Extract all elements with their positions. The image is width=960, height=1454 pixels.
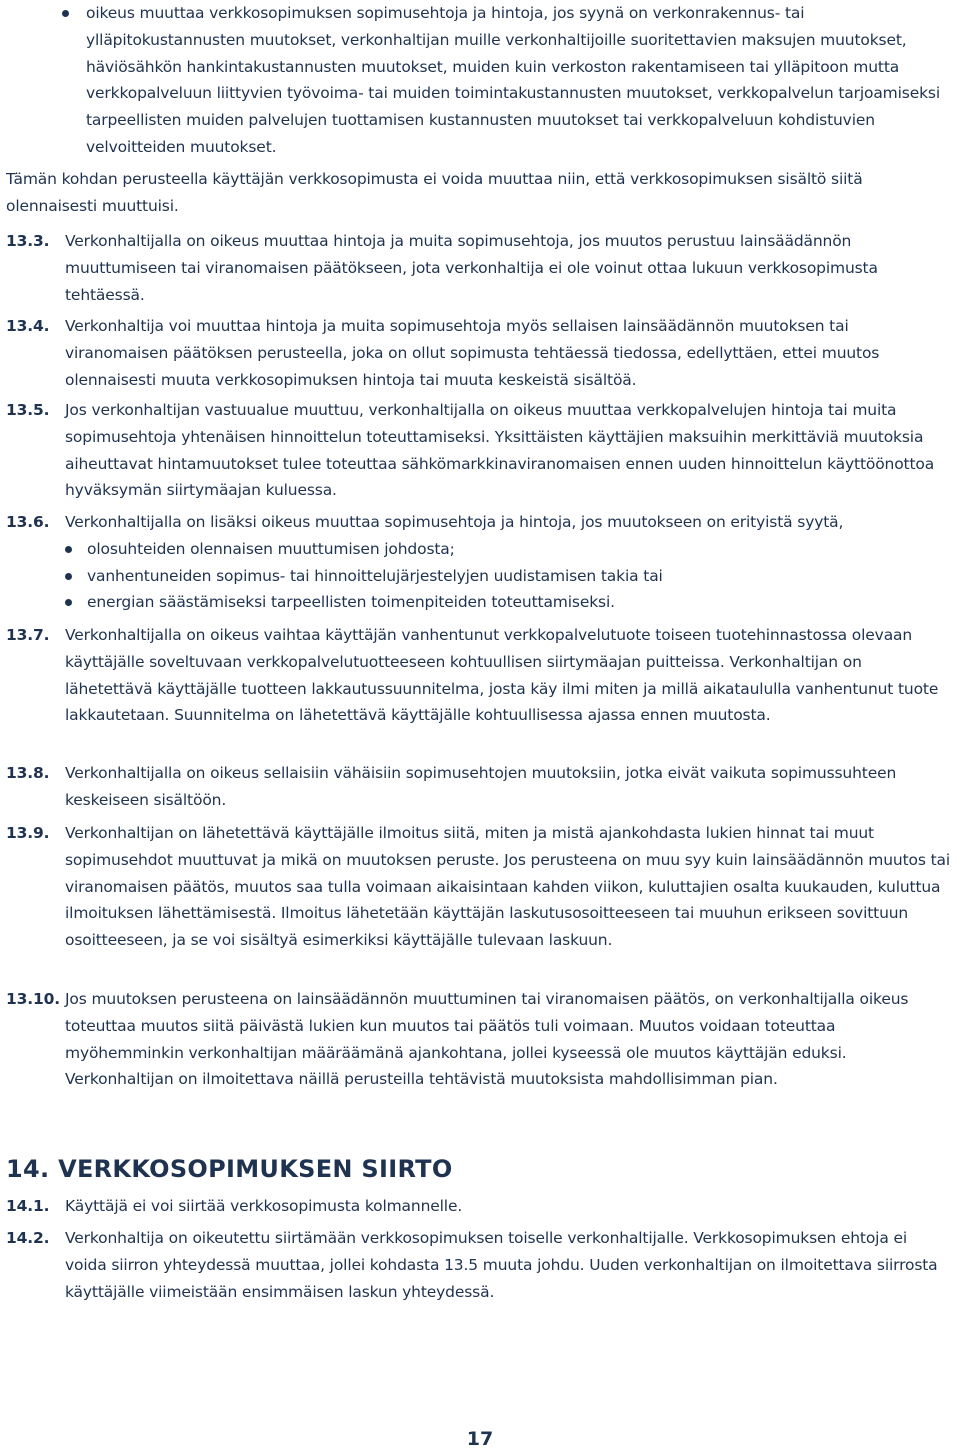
clause-14-2 <box>6 1225 950 1305</box>
clause-text: Verkonhaltijan on lähetettävä käyttäjälle ilmoitus siitä, miten ja mistä ajankohdasta lukien hinnat tai muut sopimusehdot muuttuvat ja mikä on muutoksen peruste. Jos perusteena on muu syy kuin lainsäädännön muutos tai viranomaisen päätös, muutos saa tulla voimaan aikaisintaan kahden viikon, kuluttajien osalta kuukauden, kuluttua ilmoituksen lähettämisestä. Ilmoitus lähetetään käyttäjän laskutusosoitteeseen tai muuhun erikseen sovittuun osoitteeseen, ja se voi sisältyä esimerkiksi käyttäjälle tulevaan laskuun. <box>65 824 951 950</box>
top-bullet-list <box>0 0 950 161</box>
bullet-text: oikeus muuttaa verkkosopimuksen sopimusehtoja ja hintoja, jos syynä on verkonrakennus- tai ylläpitokustannusten muutokset, verkonhaltijan muille verkonhaltijoille suoritettavien maksujen muutokset, häviösähkön hankintakustannusten muutokset, muiden kuin verkoston rakentamiseen tai ylläpitoon mutta verkkopalveluun liittyvien työvoima- tai muiden toimintakustannusten muutokset, verkkopalvelun tarjoamiseksi tarpeellisten muiden palvelujen tuottamisen kustannusten muutokset tai verkkopalveluun kohdistuvien velvoitteiden muutokset. <box>86 4 941 156</box>
clause-number: 13.10. <box>6 990 61 1008</box>
clause-number: 13.3. <box>6 232 50 250</box>
bullet-item <box>0 0 950 161</box>
clause-13-5 <box>6 397 950 504</box>
clause-number: 14.2. <box>6 1229 50 1247</box>
clause-13-9 <box>6 820 950 954</box>
bullet-dot <box>65 599 72 606</box>
clause-text: Verkonhaltijalla on lisäksi oikeus muuttaa sopimusehtoja ja hintoja, jos muutokseen on erityistä syytä, <box>65 513 844 531</box>
clause-text: Verkonhaltijalla on oikeus muuttaa hintoja ja muita sopimusehtoja, jos muutos perustuu lainsäädännön muuttumiseen tai viranomaisen päätökseen, jota verkonhaltija ei ole voinut ottaa lukuun verkkosopimusta tehtäessä. <box>65 232 878 304</box>
clause-number: 13.6. <box>6 513 50 531</box>
page-number: 17 <box>466 1428 494 1450</box>
clause-number: 13.8. <box>6 764 50 782</box>
clause-text: Verkonhaltijalla on oikeus vaihtaa käyttäjän vanhentunut verkkopalvelutuote toiseen tuotehinnastossa olevaan käyttäjälle soveltuvaan verkkopalvelutuotteeseen kohtuullisen siirtymäajan puitteissa. Verkonhaltijan on lähetettävä käyttäjälle tuotteen lakkautussuunnitelma, josta käy ilmi miten ja millä aikataululla vanhentunut tuote lakkautetaan. Suunnitelma on lähetettävä käyttäjälle kohtuullisessa ajassa ennen muutosta. <box>65 626 939 725</box>
clause-13-4 <box>6 313 950 393</box>
clause-14-1 <box>6 1193 950 1220</box>
clause-text: Jos verkonhaltijan vastuualue muuttuu, verkonhaltijalla on oikeus muuttaa verkkopalvelujen hintoja tai muita sopimusehtoja yhtenäisen hinnoittelun toteuttamiseksi. Yksittäisten käyttäjien maksuihin merkittäviä muutoksia aiheuttavat hintamuutokset tulee toteuttaa sähkömarkkinaviranomaisen ennen uuden hinnoittelun käyttöönottoa hyväksymän siirtymäajan kuluessa. <box>65 401 935 500</box>
clause-text: Verkonhaltija voi muuttaa hintoja ja muita sopimusehtoja myös sellaisen lainsäädännön muutoksen tai viranomaisen päätöksen perusteella, joka on ollut sopimusta tehtäessä tiedossa, edellyttäen, ettei muutos olennaisesti muuta verkkosopimuksen hintoja tai muuta keskeistä sisältöä. <box>65 317 880 389</box>
clause-text: Jos muutoksen perusteena on lainsäädännön muuttuminen tai viranomaisen päätös, on verkonhaltijalla oikeus toteuttaa muutos siitä päivästä lukien kun muutos tai päätös tuli voimaan. Muutos voidaan toteuttaa myöhemminkin verkonhaltijan määräämänä ajankohtana, jollei kyseessä ole muutos käyttäjän eduksi. Verkonhaltijan on ilmoitettava näillä perusteilla tehtävistä muutoksista mahdollisimman pian. <box>65 990 909 1089</box>
clause-number: 13.5. <box>6 401 50 419</box>
clause-13-8 <box>6 760 950 814</box>
clause-number: 13.4. <box>6 317 50 335</box>
clause-13-6 <box>6 509 950 616</box>
clause-body <box>65 509 950 616</box>
clause-13-3 <box>6 228 950 308</box>
bullet-item <box>65 589 950 616</box>
bullet-dot <box>65 546 72 553</box>
bullet-item <box>65 536 950 563</box>
clause-number: 14.1. <box>6 1197 50 1215</box>
bullet-dot <box>65 573 72 580</box>
clause-13-10 <box>6 986 950 1093</box>
bullet-text: vanhentuneiden sopimus- tai hinnoittelujärjestelyjen uudistamisen takia tai <box>87 566 663 585</box>
intro-paragraph: Tämän kohdan perusteella käyttäjän verkkosopimusta ei voida muuttaa niin, että verkkosopimuksen sisältö siitä olennaisesti muuttuisi. <box>6 170 863 215</box>
clause-number: 13.9. <box>6 824 50 842</box>
bullet-text: olosuhteiden olennaisen muuttumisen johdosta; <box>87 539 455 558</box>
clause-number: 13.7. <box>6 626 50 644</box>
section-heading: 14. VERKKOSOPIMUKSEN SIIRTO <box>6 1155 453 1183</box>
bullet-text: energian säästämiseksi tarpeellisten toimenpiteiden toteuttamiseksi. <box>87 593 615 612</box>
clause-text: Käyttäjä ei voi siirtää verkkosopimusta kolmannelle. <box>65 1197 463 1215</box>
clause-13-7 <box>6 622 950 729</box>
bullet-dot <box>62 10 69 17</box>
clause-text: Verkonhaltijalla on oikeus sellaisiin vähäisiin sopimusehtojen muutoksiin, jotka eivät vaikuta sopimussuhteen keskeiseen sisältöön. <box>65 764 897 809</box>
clause-text: Verkonhaltija on oikeutettu siirtämään verkkosopimuksen toiselle verkonhaltijalle. Verkkosopimuksen ehtoja ei voida siirron yhteydessä muuttaa, jollei kohdasta 13.5 muuta johdu. Uuden verkonhaltijan on ilmoitettava siirrosta käyttäjälle viimeistään ensimmäisen laskun yhteydessä. <box>65 1229 938 1301</box>
bullet-item <box>65 563 950 590</box>
